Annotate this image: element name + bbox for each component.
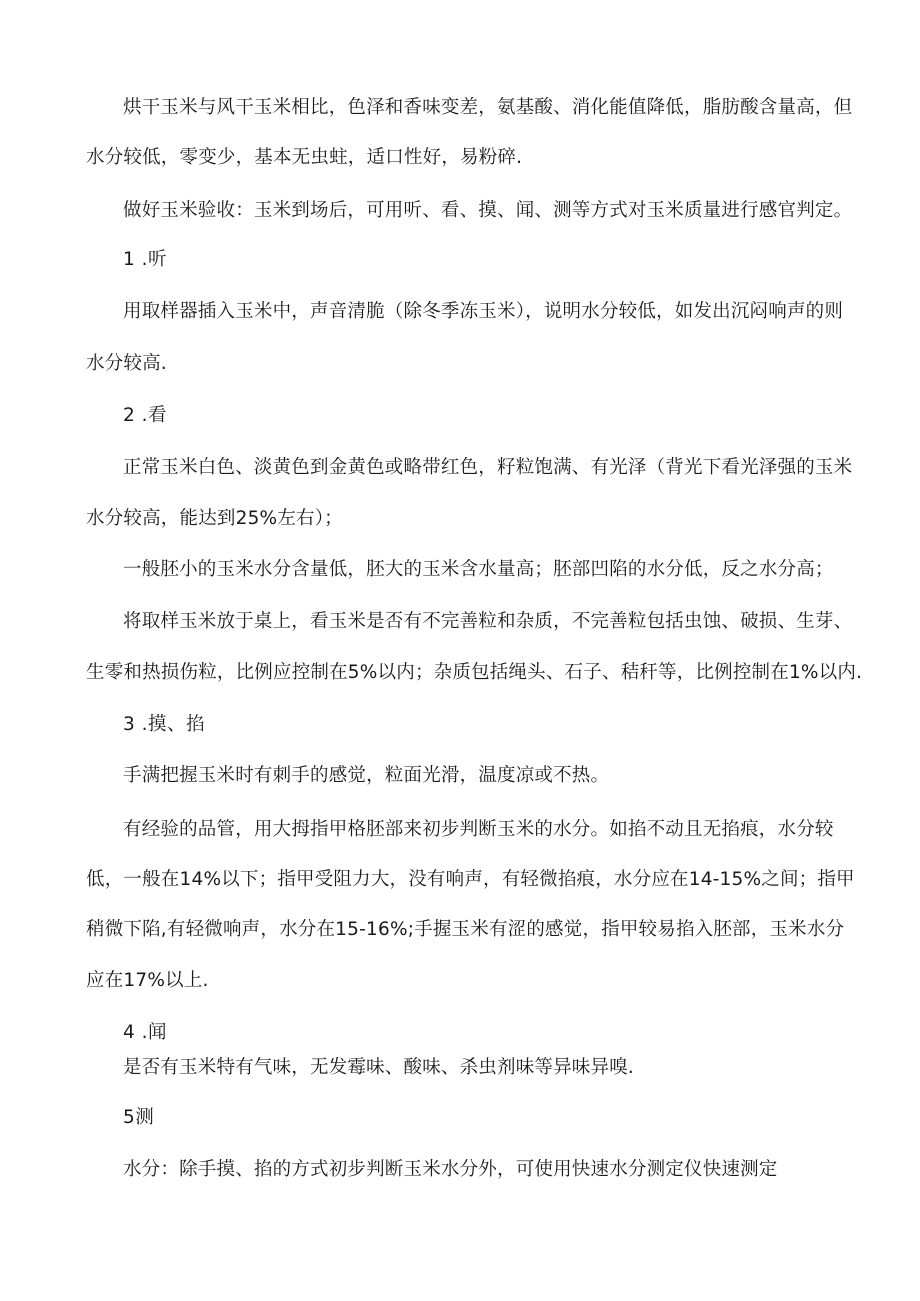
paragraph-line: 水分较高.	[86, 353, 167, 374]
paragraph-line: 应在17%以上.	[86, 970, 209, 991]
paragraph-line: 手满把握玉米时有刺手的感觉，粒面光滑，温度凉或不热。	[123, 765, 610, 786]
paragraph-line: 用取样器插入玉米中，声音清脆（除冬季冻玉米），说明水分较低，如发出沉闷响声的则	[123, 301, 844, 322]
paragraph-line: 水分较高，能达到25%左右）；	[86, 508, 343, 529]
section-heading-touch: 3 .摸、掐	[123, 714, 206, 735]
section-heading-listen: 1 .听	[123, 249, 168, 270]
paragraph-line: 水分：除手摸、掐的方式初步判断玉米水分外，可使用快速水分测定仪快速测定	[123, 1159, 778, 1180]
section-heading-smell: 4 .闻	[123, 1022, 168, 1043]
paragraph-line: 有经验的品管，用大拇指甲格胚部来初步判断玉米的水分。如掐不动且无掐痕，水分较	[123, 819, 834, 840]
section-heading-look: 2 .看	[123, 405, 168, 426]
paragraph-line: 低，一般在14%以下；指甲受阻力大，没有响声，有轻微掐痕，水分应在14-15%之间；指甲	[86, 869, 855, 890]
paragraph-line: 稍微下陷,有轻微响声，水分在15-16%;手握玉米有涩的感觉，指甲较易掐入胚部，玉米水分	[86, 919, 845, 940]
paragraph-line: 生零和热损伤粒，比例应控制在5%以内；杂质包括绳头、石子、秸秆等，比例控制在1%以内.	[86, 662, 863, 683]
paragraph-line: 烘干玉米与风干玉米相比，色泽和香味变差，氨基酸、消化能值降低，脂肪酸含量高，但	[123, 97, 853, 118]
section-heading-measure: 5测	[123, 1107, 155, 1128]
paragraph-line: 一般胚小的玉米水分含量低，胚大的玉米含水量高；胚部凹陷的水分低，反之水分高；	[123, 559, 834, 580]
paragraph-line: 将取样玉米放于桌上，看玉米是否有不完善粒和杂质，不完善粒包括虫蚀、破损、生芽、	[123, 611, 853, 632]
paragraph-line: 是否有玉米特有气味，无发霉味、酸味、杀虫剂味等异味异嗅.	[123, 1057, 634, 1078]
paragraph-line: 正常玉米白色、淡黄色到金黄色或略带红色，籽粒饱满、有光泽（背光下看光泽强的玉米	[123, 457, 853, 478]
paragraph-line: 水分较低，零变少，基本无虫蛀，适口性好，易粉碎.	[86, 147, 523, 168]
paragraph-line: 做好玉米验收：玉米到场后，可用听、看、摸、闻、测等方式对玉米质量进行感官判定。	[123, 200, 853, 221]
